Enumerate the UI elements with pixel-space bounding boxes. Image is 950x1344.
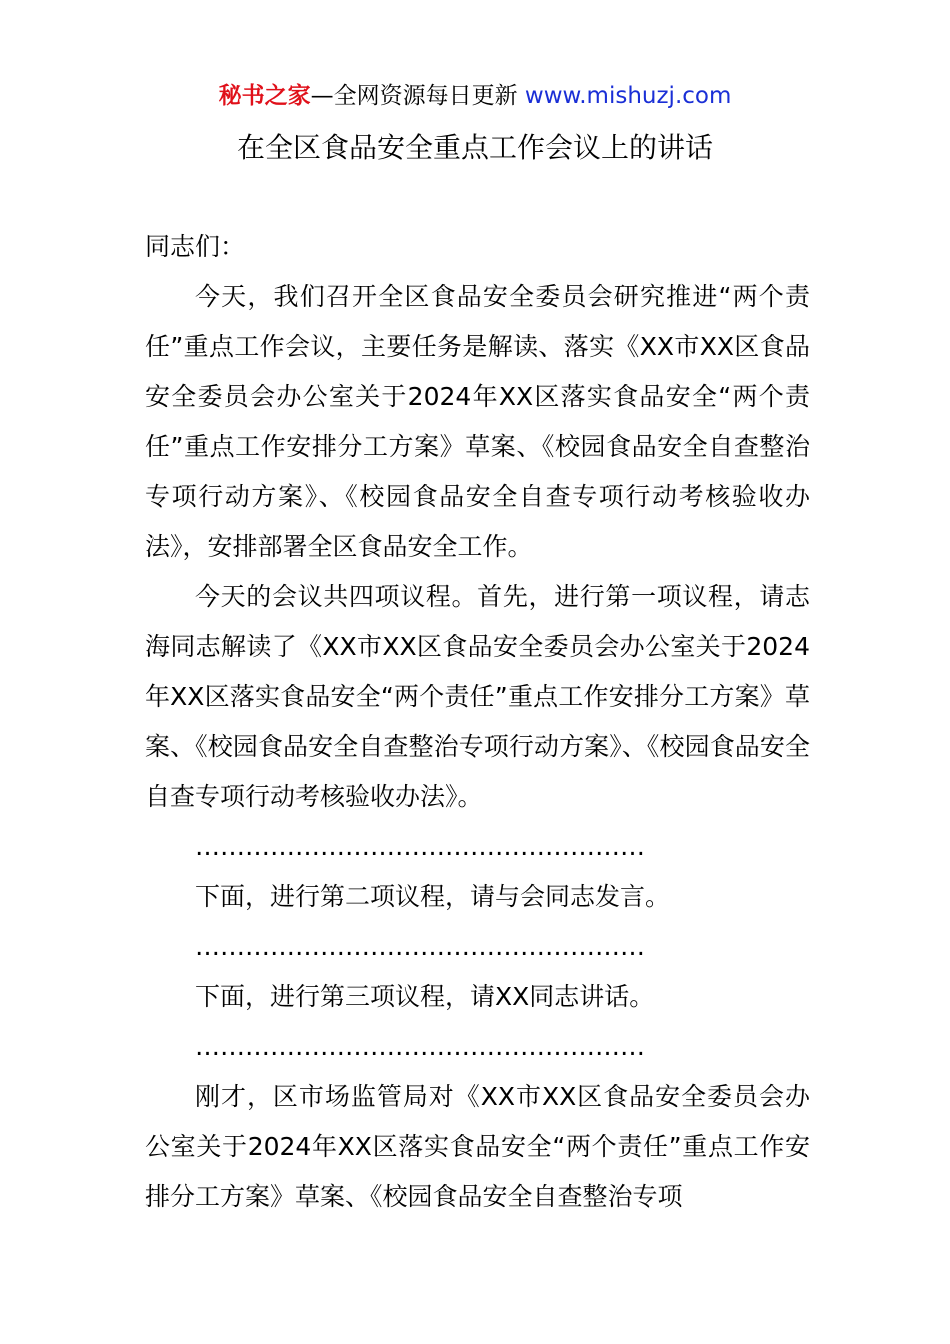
site-header [0, 78, 950, 114]
ellipsis-separator: ……………………………………………… [195, 832, 645, 861]
ellipsis-separator: ……………………………………………… [195, 1032, 645, 1061]
header-slogan: —全网资源每日更新 [310, 83, 525, 109]
brand-name: 秘书之家 [218, 83, 311, 109]
paragraph-summary: 刚才，区市场监管局对《XX市XX区食品安全委员会办公室关于2024年XX区落实食品安全“两个责任”重点工作安排分工方案》草案、《校园食品安全自查整治专项 [145, 1082, 810, 1211]
salutation: 同志们： [145, 232, 246, 261]
site-url-link[interactable]: www.mishuzj.com [524, 83, 732, 109]
document-title: 在全区食品安全重点工作会议上的讲话 [236, 131, 713, 164]
document-body [145, 222, 810, 1222]
paragraph-opening: 今天，我们召开全区食品安全委员会研究推进“两个责任”重点工作会议，主要任务是解读、落实《XX市XX区食品安全委员会办公室关于2024年XX区落实食品安全“两个责任”重点工作安排分工方案》草案、《校园食品安全自查整治专项行动方案》、《校园食品安全自查专项行动考核验收办法》，安排部署全区食品安全工作。 [145, 282, 810, 561]
paragraph-third-item: 下面，进行第三项议程，请XX同志讲话。 [195, 982, 655, 1011]
paragraph-second-item: 下面，进行第二项议程，请与会同志发言。 [195, 882, 671, 911]
paragraph-agenda: 今天的会议共四项议程。首先，进行第一项议程，请志海同志解读了《XX市XX区食品安全委员会办公室关于2024年XX区落实食品安全“两个责任”重点工作安排分工方案》草案、《校园食品安全自查整治专项行动方案》、《校园食品安全自查专项行动考核验收办法》。 [145, 582, 810, 811]
ellipsis-separator: ……………………………………………… [195, 932, 645, 961]
